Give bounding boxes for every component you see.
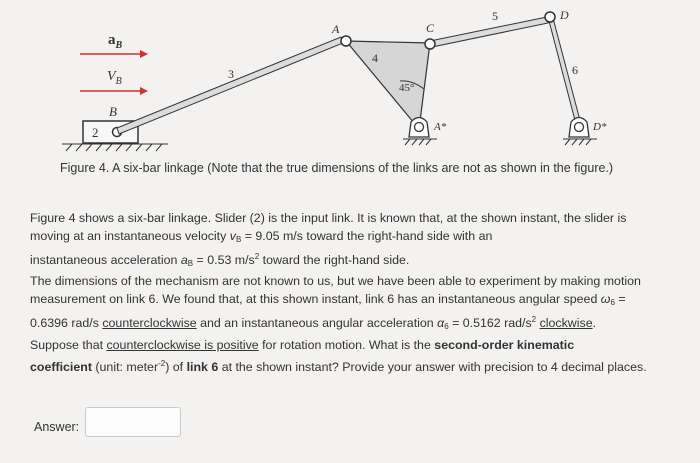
label-D-star: D* xyxy=(593,121,607,133)
label-D: D xyxy=(560,8,569,22)
pin-C xyxy=(425,39,435,49)
accel-arrowhead xyxy=(140,50,148,58)
pin-A xyxy=(341,36,351,46)
velocity-arrowhead xyxy=(140,87,148,95)
label-link6: 6 xyxy=(572,63,578,77)
paragraph-1: Figure 4 shows a six-bar linkage. Slider (2) is the input link. It is known that, at the shown instant, the slider is moving at an instantaneous velocity $v_B = 9.05$ m/s toward the right-hand side with an instantaneous acceleration $a_B = 0.53$ $m/s^2$ toward the right-hand side. xyxy=(30,211,627,268)
label-C: C xyxy=(426,21,435,35)
six-bar-linkage-figure xyxy=(0,0,700,160)
ground-pivot-A-star xyxy=(403,118,437,146)
link-3 xyxy=(117,37,343,134)
label-angle: 45° xyxy=(399,82,415,94)
label-A-star: A* xyxy=(434,121,447,133)
ground-pivot-D-star xyxy=(563,118,597,146)
paragraph-2: The dimensions of the mechanism are not known to us, but we have been able to experiment by making motion measurement on link 6. We found that, at this shown instant, link 6 has an instantaneous angular speed $\omega_6$ = 0.6396 rad/s counterclockwise and an instantaneous angular acceleration $\alpha_6 = 0.5162$ rad/$s^2$ clockwise. xyxy=(30,274,641,331)
paragraph-3: Suppose that counterclockwise is positive for rotation motion. What is the second-order kinematic coefficient (unit: meter$^{-2}$) of link 6 at the shown instant? Provide your answer with precision to 4 decimal places. xyxy=(30,338,647,374)
figure-caption: Figure 4. A six-bar linkage (Note that the true dimensions of the links are not as shown in the figure.) xyxy=(60,161,614,175)
label-link4: 4 xyxy=(372,51,378,65)
slider-ground xyxy=(62,144,168,151)
answer-label: Answer: xyxy=(34,420,80,434)
label-aB: $a_B$ xyxy=(108,32,123,51)
pin-D xyxy=(545,12,555,22)
label-link2: 2 xyxy=(92,125,99,140)
link-5 xyxy=(430,17,548,47)
label-link3: 3 xyxy=(228,67,234,81)
label-VB: $V_B$ xyxy=(107,69,122,87)
label-A: A xyxy=(332,22,340,36)
answer-input[interactable] xyxy=(85,407,181,437)
label-B: B xyxy=(109,104,117,119)
label-link5: 5 xyxy=(492,9,498,23)
